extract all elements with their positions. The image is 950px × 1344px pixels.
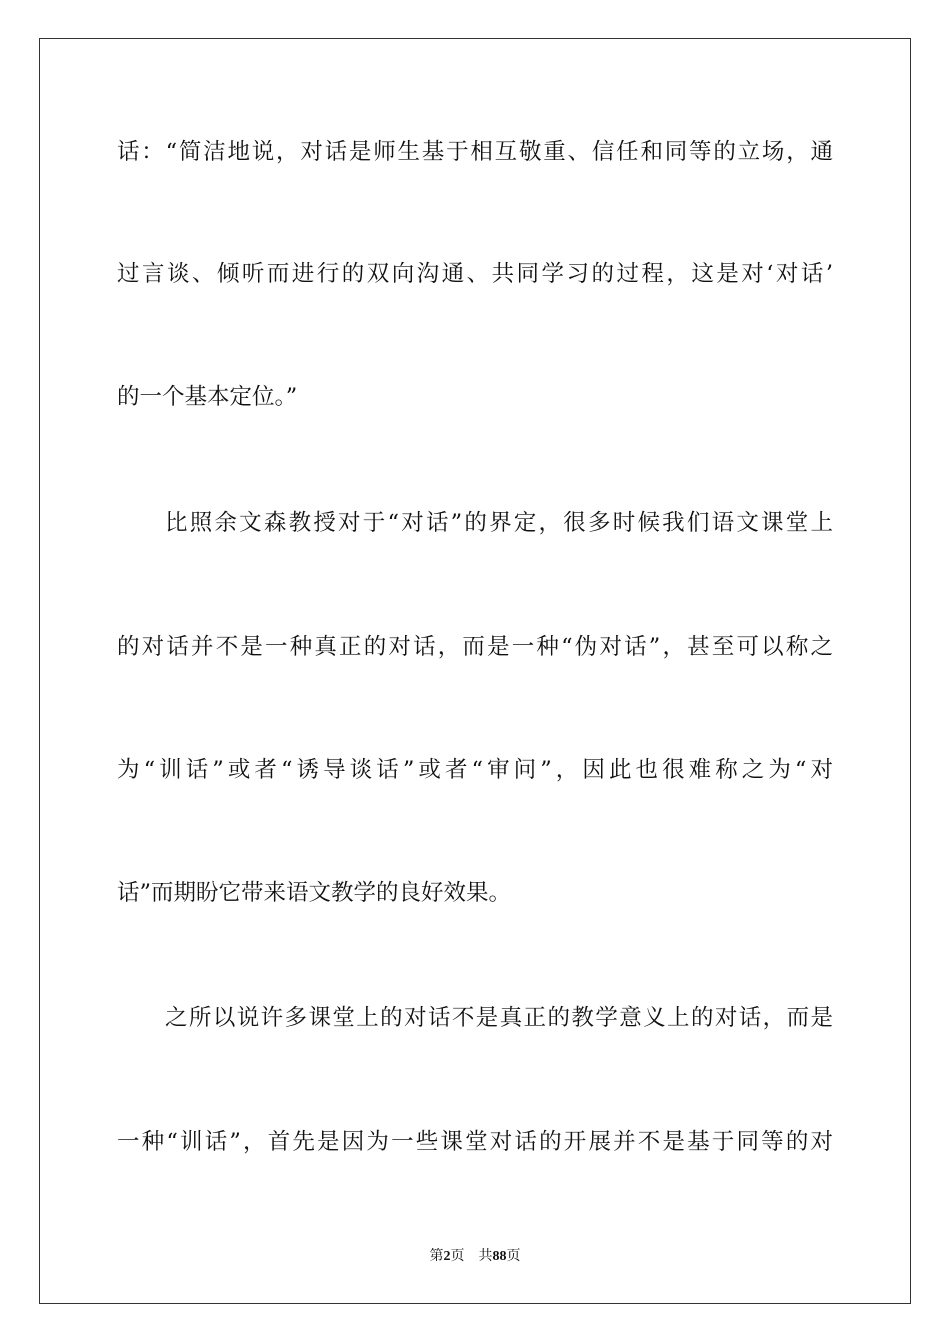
page-footer	[0, 1246, 950, 1267]
page-suffix: 页	[450, 1248, 465, 1264]
body-text-line-6: 为“训话”或者“诱导谈话”或者“审问”，因此也很难称之为“对	[117, 757, 833, 783]
body-text-line-9: 一种“训话”，首先是因为一些课堂对话的开展并不是基于同等的对	[117, 1129, 833, 1155]
total-prefix: 共	[478, 1248, 493, 1264]
body-text-line-1: 话：“简洁地说，对话是师生基于相互敬重、信任和同等的立场，通	[117, 139, 833, 165]
body-text-line-8: 之所以说许多课堂上的对话不是真正的教学意义上的对话，而是	[165, 1005, 833, 1031]
page-prefix: 第	[429, 1248, 444, 1264]
body-text-line-4: 比照余文森教授对于“对话”的界定，很多时候我们语文课堂上	[165, 510, 833, 536]
body-text-line-7: 话”而期盼它带来语文教学的良好效果。	[117, 880, 512, 906]
total-pages: 88	[492, 1249, 507, 1264]
body-text-line-5: 的对话并不是一种真正的对话，而是一种“伪对话”，甚至可以称之	[117, 634, 833, 660]
total-suffix: 页	[506, 1248, 521, 1264]
body-text-line-2: 过言谈、倾听而进行的双向沟通、共同学习的过程，这是对‘对话’	[117, 261, 833, 287]
body-text-line-3: 的一个基本定位。”	[117, 384, 298, 410]
page-number: 2	[443, 1249, 451, 1264]
page-border	[39, 38, 911, 1304]
